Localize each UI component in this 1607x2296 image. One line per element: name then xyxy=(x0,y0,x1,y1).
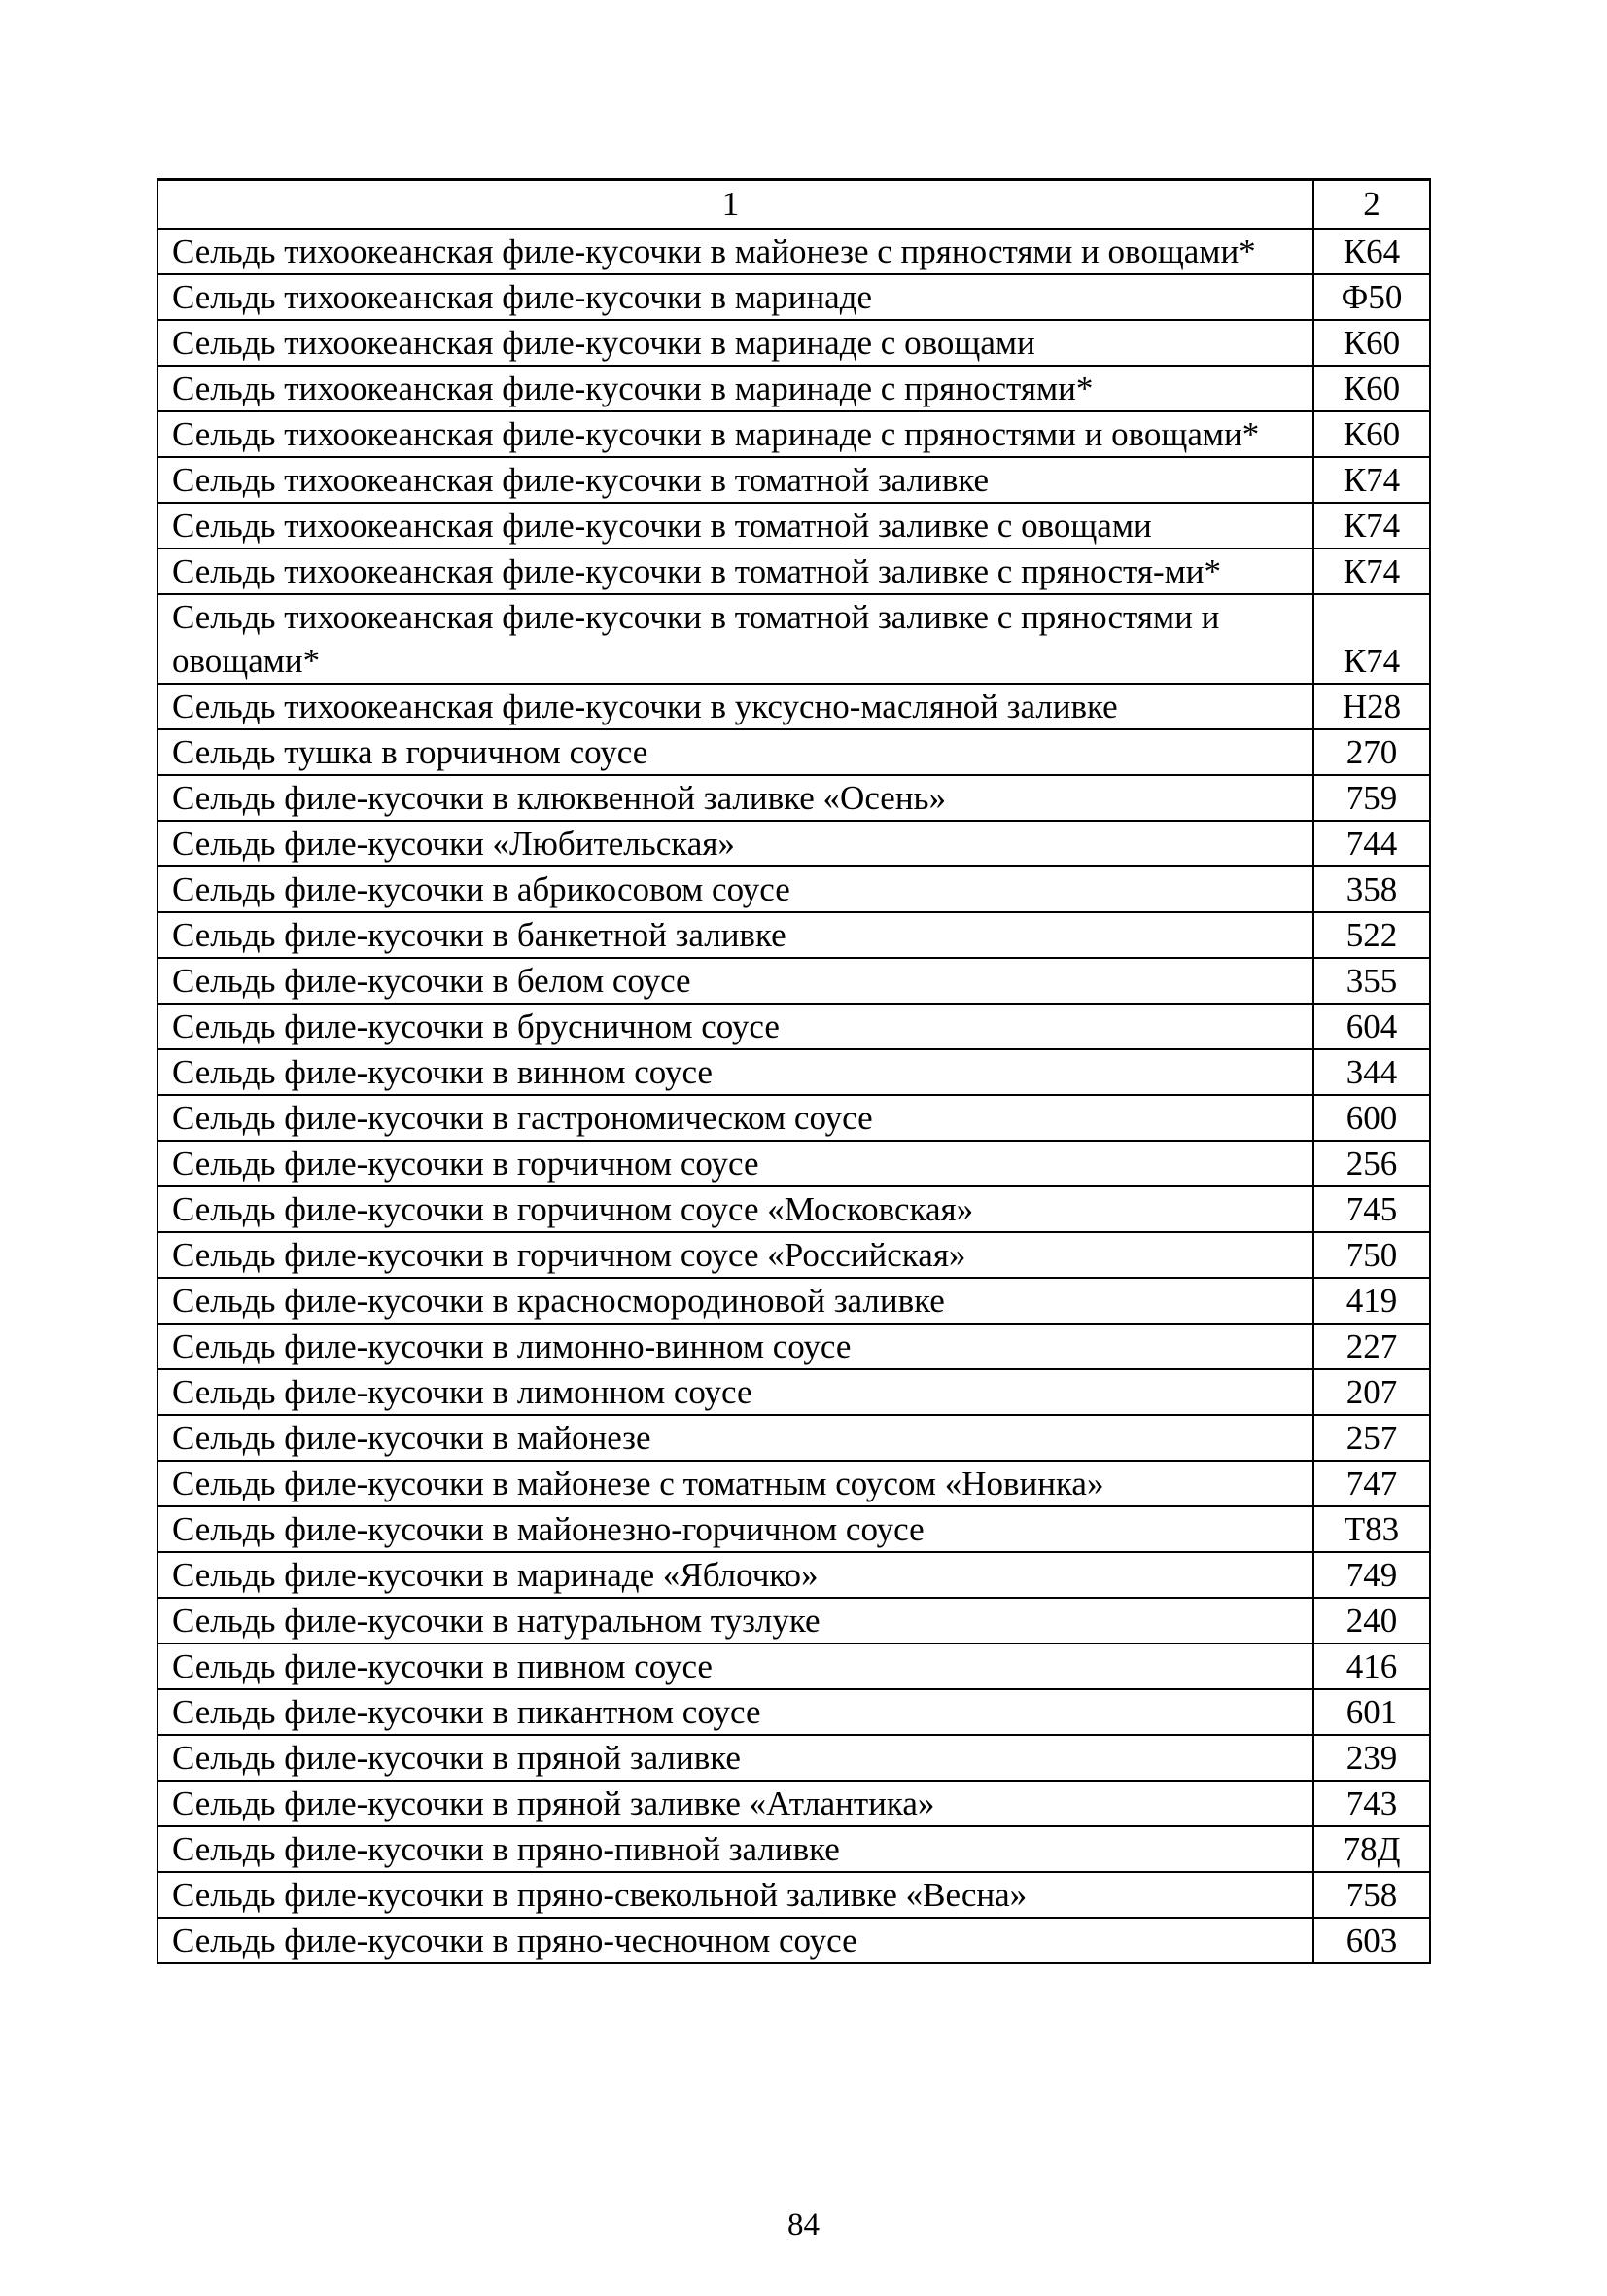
table-row xyxy=(157,411,1430,457)
table-row xyxy=(157,503,1430,548)
product-name-cell: Сельдь филе-кусочки в банкетной заливке xyxy=(157,912,1313,958)
product-code-cell: К74 xyxy=(1313,548,1430,594)
product-code-cell: К64 xyxy=(1313,229,1430,274)
product-name-cell: Сельдь тихоокеанская филе-кусочки в уксусно-масляной заливке xyxy=(157,684,1313,729)
table-row xyxy=(157,1278,1430,1324)
product-code-cell: 358 xyxy=(1313,866,1430,912)
product-name-cell: Сельдь филе-кусочки в майонезе xyxy=(157,1415,1313,1461)
table-row xyxy=(157,1506,1430,1552)
product-code-cell: К74 xyxy=(1313,503,1430,548)
product-name-cell: Сельдь филе-кусочки в майонезно-горчичном соусе xyxy=(157,1506,1313,1552)
product-code-cell: 759 xyxy=(1313,775,1430,821)
table-row xyxy=(157,1781,1430,1826)
product-code-cell: 744 xyxy=(1313,821,1430,866)
product-code-cell: 239 xyxy=(1313,1735,1430,1781)
table-row xyxy=(157,1826,1430,1872)
product-code-cell: 355 xyxy=(1313,958,1430,1004)
product-name-cell: Сельдь тихоокеанская филе-кусочки в томатной заливке с овощами xyxy=(157,503,1313,548)
product-name-cell: Сельдь филе-кусочки в винном соусе xyxy=(157,1049,1313,1095)
table-row xyxy=(157,1324,1430,1369)
product-code-cell: 344 xyxy=(1313,1049,1430,1095)
product-code-cell: 749 xyxy=(1313,1552,1430,1598)
product-code-cell: 743 xyxy=(1313,1781,1430,1826)
product-code-cell: 257 xyxy=(1313,1415,1430,1461)
table-row xyxy=(157,1186,1430,1232)
product-code-cell: 750 xyxy=(1313,1232,1430,1278)
product-code-table xyxy=(157,178,1431,1964)
product-name-cell: Сельдь филе-кусочки «Любительская» xyxy=(157,821,1313,866)
table-row xyxy=(157,548,1430,594)
table-row xyxy=(157,366,1430,411)
table-row xyxy=(157,1141,1430,1186)
product-name-cell: Сельдь филе-кусочки в пикантном соусе xyxy=(157,1689,1313,1735)
product-code-cell: 270 xyxy=(1313,729,1430,775)
product-name-cell: Сельдь филе-кусочки в белом соусе xyxy=(157,958,1313,1004)
product-name-cell: Сельдь филе-кусочки в красносмородиновой заливке xyxy=(157,1278,1313,1324)
product-code-cell: 601 xyxy=(1313,1689,1430,1735)
table-row xyxy=(157,1689,1430,1735)
table-row xyxy=(157,1369,1430,1415)
product-name-cell: Сельдь филе-кусочки в лимонно-винном соусе xyxy=(157,1324,1313,1369)
product-name-cell: Сельдь филе-кусочки в майонезе с томатным соусом «Новинка» xyxy=(157,1461,1313,1506)
product-code-cell: К60 xyxy=(1313,320,1430,366)
product-code-cell: Н28 xyxy=(1313,684,1430,729)
table-row xyxy=(157,775,1430,821)
table-row xyxy=(157,457,1430,503)
product-code-cell: К74 xyxy=(1313,594,1430,684)
product-code-cell: 256 xyxy=(1313,1141,1430,1186)
table-row xyxy=(157,1415,1430,1461)
table-row xyxy=(157,274,1430,320)
product-name-cell: Сельдь филе-кусочки в пряно-пивной заливке xyxy=(157,1826,1313,1872)
table-row xyxy=(157,320,1430,366)
table-row xyxy=(157,1872,1430,1918)
product-name-cell: Сельдь филе-кусочки в пряно-чесночном соусе xyxy=(157,1918,1313,1963)
product-name-cell: Сельдь тихоокеанская филе-кусочки в майонезе с пряностями и овощами* xyxy=(157,229,1313,274)
table-row xyxy=(157,866,1430,912)
table-row xyxy=(157,912,1430,958)
table-row xyxy=(157,1049,1430,1095)
table-row xyxy=(157,1461,1430,1506)
product-name-cell: Сельдь филе-кусочки в маринаде «Яблочко» xyxy=(157,1552,1313,1598)
product-name-cell: Сельдь филе-кусочки в пряной заливке «Атлантика» xyxy=(157,1781,1313,1826)
product-name-cell: Сельдь тихоокеанская филе-кусочки в маринаде с пряностями* xyxy=(157,366,1313,411)
product-code-cell: 78Д xyxy=(1313,1826,1430,1872)
table-row xyxy=(157,1918,1430,1963)
product-code-cell: К74 xyxy=(1313,457,1430,503)
table-row xyxy=(157,594,1430,684)
product-code-cell: 227 xyxy=(1313,1324,1430,1369)
product-name-cell: Сельдь филе-кусочки в лимонном соусе xyxy=(157,1369,1313,1415)
table-row xyxy=(157,729,1430,775)
product-name-cell: Сельдь филе-кусочки в пивном соусе xyxy=(157,1643,1313,1689)
table-row xyxy=(157,229,1430,274)
table-row xyxy=(157,1643,1430,1689)
table-row xyxy=(157,1598,1430,1643)
product-code-cell: 745 xyxy=(1313,1186,1430,1232)
product-name-cell: Сельдь филе-кусочки в пряной заливке xyxy=(157,1735,1313,1781)
product-code-cell: 522 xyxy=(1313,912,1430,958)
product-name-cell: Сельдь тихоокеанская филе-кусочки в томатной заливке с пряностя-ми* xyxy=(157,548,1313,594)
product-code-cell: 240 xyxy=(1313,1598,1430,1643)
product-name-cell: Сельдь филе-кусочки в горчичном соусе «Российская» xyxy=(157,1232,1313,1278)
product-code-cell: 758 xyxy=(1313,1872,1430,1918)
table-row xyxy=(157,684,1430,729)
table-row xyxy=(157,1552,1430,1598)
table-row xyxy=(157,1004,1430,1049)
product-code-cell: Ф50 xyxy=(1313,274,1430,320)
product-name-cell: Сельдь филе-кусочки в абрикосовом соусе xyxy=(157,866,1313,912)
product-name-cell: Сельдь филе-кусочки в горчичном соусе «Московская» xyxy=(157,1186,1313,1232)
column-header-2: 2 xyxy=(1313,180,1430,229)
product-name-cell: Сельдь филе-кусочки в гастрономическом соусе xyxy=(157,1095,1313,1141)
product-name-cell: Сельдь тихоокеанская филе-кусочки в томатной заливке xyxy=(157,457,1313,503)
product-name-cell: Сельдь филе-кусочки в горчичном соусе xyxy=(157,1141,1313,1186)
product-code-cell: 603 xyxy=(1313,1918,1430,1963)
table-row xyxy=(157,821,1430,866)
product-code-cell: 419 xyxy=(1313,1278,1430,1324)
product-code-cell: К60 xyxy=(1313,366,1430,411)
product-code-cell: 604 xyxy=(1313,1004,1430,1049)
product-name-cell: Сельдь тушка в горчичном соусе xyxy=(157,729,1313,775)
product-name-cell: Сельдь филе-кусочки в брусничном соусе xyxy=(157,1004,1313,1049)
table-row xyxy=(157,958,1430,1004)
product-code-cell: 747 xyxy=(1313,1461,1430,1506)
product-name-cell: Сельдь тихоокеанская филе-кусочки в маринаде с овощами xyxy=(157,320,1313,366)
page-number: 84 xyxy=(787,2208,820,2243)
table-row xyxy=(157,1735,1430,1781)
product-name-cell: Сельдь филе-кусочки в пряно-свекольной заливке «Весна» xyxy=(157,1872,1313,1918)
product-code-cell: 600 xyxy=(1313,1095,1430,1141)
product-code-cell: К60 xyxy=(1313,411,1430,457)
table-header-row xyxy=(157,180,1430,229)
product-name-cell: Сельдь тихоокеанская филе-кусочки в томатной заливке с пряностями и овощами* xyxy=(157,594,1313,684)
product-code-cell: Т83 xyxy=(1313,1506,1430,1552)
product-name-cell: Сельдь тихоокеанская филе-кусочки в маринаде xyxy=(157,274,1313,320)
product-name-cell: Сельдь филе-кусочки в натуральном тузлуке xyxy=(157,1598,1313,1643)
column-header-1: 1 xyxy=(157,180,1313,229)
product-code-cell: 416 xyxy=(1313,1643,1430,1689)
product-name-cell: Сельдь филе-кусочки в клюквенной заливке «Осень» xyxy=(157,775,1313,821)
product-code-cell: 207 xyxy=(1313,1369,1430,1415)
table-row xyxy=(157,1232,1430,1278)
table-row xyxy=(157,1095,1430,1141)
product-name-cell: Сельдь тихоокеанская филе-кусочки в маринаде с пряностями и овощами* xyxy=(157,411,1313,457)
